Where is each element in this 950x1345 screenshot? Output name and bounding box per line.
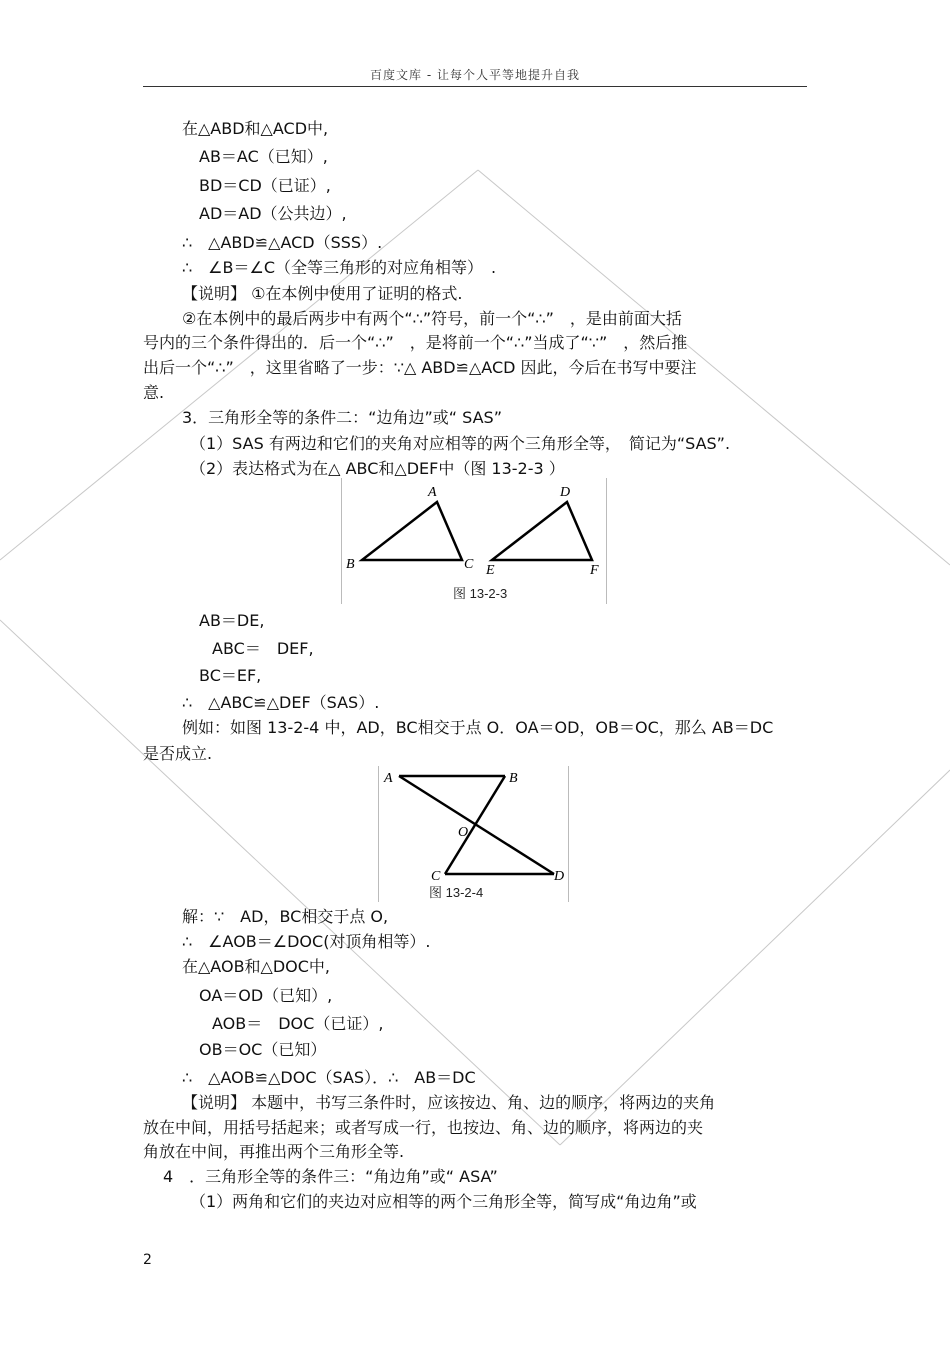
- page-header: 百度文库 - 让每个人平等地提升自我: [143, 66, 807, 87]
- label-C: C: [464, 557, 474, 572]
- text-line: 4 ．三角形全等的条件三：“角边角”或“ ASA”: [163, 1167, 498, 1186]
- label-F: F: [590, 563, 599, 578]
- label-D: D: [554, 869, 565, 884]
- text-line: ∴ ∠AOB＝∠DOC(对顶角相等）.: [182, 932, 431, 951]
- text-line: ∴ △AOB≌△DOC（SAS）．∴ AB＝DC: [182, 1068, 476, 1087]
- text-line: AOB＝ DOC（已证）,: [212, 1014, 384, 1033]
- triangles-diagram: [342, 478, 606, 604]
- text-line: ∴ △ABC≌△DEF（SAS）.: [182, 693, 380, 712]
- figure-13-2-3: [341, 478, 607, 604]
- label-O: O: [458, 825, 469, 840]
- text-line: 例如：如图 13-2-4 中，AD，BC相交于点 O．OA＝OD，OB＝OC，那么 AB＝DC: [182, 718, 774, 737]
- text-line: OA＝OD（已知）,: [199, 986, 333, 1005]
- text-line: ②在本例中的最后两步中有两个“∴”符号，前一个“∴” ，是由前面大括: [182, 309, 682, 328]
- label-C: C: [431, 869, 441, 884]
- text-line: ABC＝ DEF,: [212, 639, 314, 658]
- text-line: ∴ △ABD≌△ACD（SSS）.: [182, 233, 383, 252]
- figure-13-2-4: [378, 766, 569, 902]
- text-line: 角放在中间，再推出两个三角形全等.: [143, 1142, 405, 1161]
- label-B: B: [346, 557, 355, 572]
- text-line: 出后一个“∴” ，这里省略了一步：∵△ ABD≌△ACD 因此，今后在书写中要注: [143, 358, 697, 377]
- label-A: A: [384, 771, 393, 786]
- text-line: 号内的三个条件得出的．后一个“∴” ，是将前一个“∴”当成了“∵” ，然后推: [143, 333, 688, 352]
- label-B: B: [509, 771, 518, 786]
- text-line: 意.: [143, 383, 165, 402]
- text-line: AB＝DE,: [199, 611, 265, 630]
- text-line: （1）SAS 有两边和它们的夹角对应相等的两个三角形全等， 简记为“SAS”.: [190, 434, 731, 453]
- text-line: ∴ ∠B＝∠C（全等三角形的对应角相等） .: [182, 258, 497, 277]
- text-line: （1）两角和它们的夹边对应相等的两个三角形全等，简写成“角边角”或: [190, 1192, 697, 1211]
- text-line: 解：∵ AD，BC相交于点 O,: [182, 907, 389, 926]
- text-line: 是否成立.: [143, 744, 213, 763]
- label-E: E: [486, 563, 495, 578]
- text-line: 在△ABD和△ACD中,: [182, 119, 329, 138]
- text-line: 【说明】 ①在本例中使用了证明的格式.: [182, 284, 463, 303]
- text-line: 在△AOB和△DOC中,: [182, 957, 331, 976]
- text-line: 【说明】 本题中，书写三条件时，应该按边、角、边的顺序，将两边的夹角: [182, 1093, 716, 1112]
- label-A: A: [428, 485, 437, 500]
- page-number: 2: [143, 1252, 152, 1268]
- text-line: 放在中间，用括号括起来；或者写成一行，也按边、角、边的顺序，将两边的夹: [143, 1118, 704, 1137]
- text-line: 3．三角形全等的条件二：“边角边”或“ SAS”: [182, 408, 502, 427]
- text-line: BC＝EF,: [199, 666, 262, 685]
- text-line: BD＝CD（已证）,: [199, 176, 331, 195]
- crossing-segments-diagram: [379, 766, 568, 902]
- label-D: D: [560, 485, 571, 500]
- text-line: OB＝OC（已知）: [199, 1040, 327, 1059]
- text-line: AB＝AC（已知）,: [199, 147, 328, 166]
- figure-caption: 图 13-2-4: [429, 885, 484, 900]
- text-line: （2）表达格式为在△ ABC和△DEF中（图 13-2-3 ）: [190, 459, 565, 478]
- figure-caption: 图 13-2-3: [453, 586, 508, 601]
- text-line: AD＝AD（公共边）,: [199, 204, 347, 223]
